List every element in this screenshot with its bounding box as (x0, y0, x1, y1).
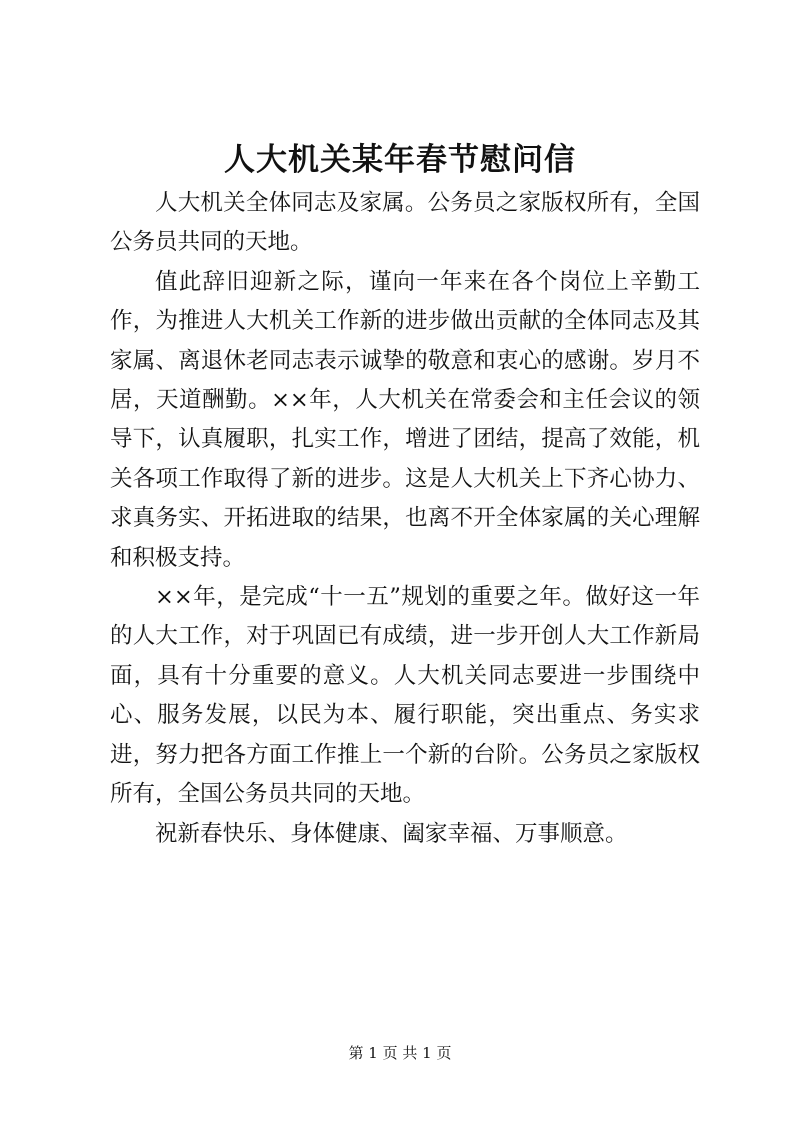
paragraph-greeting: 人大机关全体同志及家属。公务员之家版权所有，全国公务员共同的天地。 (110, 190, 700, 256)
paragraph-outlook: ××年，是完成“十一五”规划的重要之年。做好这一年的人大工作，对于巩固已有成绩，进一步开创人大工作新局面，具有十分重要的意义。人大机关同志要进一步围绕中心、服务发展，以民为本、履行职能，突出重点、务实求进，努力把各方面工作推上一个新的台阶。公务员之家版权所有，全国公务员共同的天地。 (110, 584, 700, 808)
paragraph-thanks: 值此辞旧迎新之际，谨向一年来在各个岗位上辛勤工作，为推进人大机关工作新的进步做出贡献的全体同志及其家属、离退休老同志表示诚挚的敬意和衷心的感谢。岁月不居，天道酬勤。××年，人大机关在常委会和主任会议的领导下，认真履职，扎实工作，增进了团结，提高了效能，机关各项工作取得了新的进步。这是人大机关上下齐心协力、求真务实、开拓进取的结果，也离不开全体家属的关心理解和积极支持。 (110, 268, 700, 571)
page-number-footer: 第 1 页 共 1 页 (348, 1044, 452, 1062)
document-body (110, 184, 700, 854)
document-title: 人大机关某年春节慰问信 (224, 142, 576, 178)
paragraph-wishes: 祝新春快乐、身体健康、阖家幸福、万事顺意。 (155, 820, 628, 847)
